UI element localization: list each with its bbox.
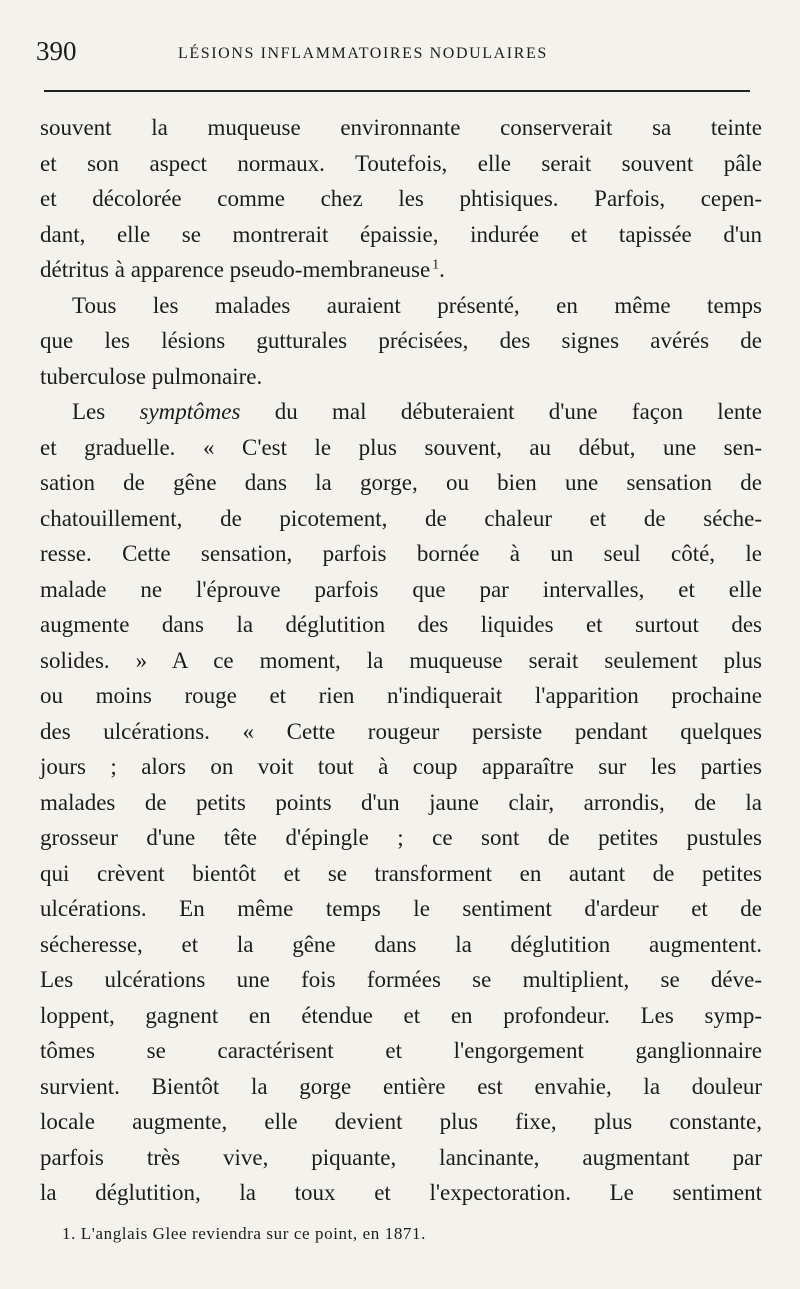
text-line: sation de gêne dans la gorge, ou bien une sensation de: [40, 470, 762, 495]
text-line: souvent la muqueuse environnante conserverait sa teinte: [40, 115, 762, 140]
text-line: [40, 394, 762, 430]
text-line: loppent, gagnent en étendue et en profondeur. Les symp-: [40, 1002, 762, 1028]
text-line: tômes se caractérisent et l'engorgement ganglionnaire: [40, 1038, 762, 1063]
text-line: solides. » A ce moment, la muqueuse serait seulement plus: [40, 647, 762, 673]
text-line-end: .: [439, 257, 445, 282]
text-line: que les lésions gutturales précisées, des signes avérés de: [40, 328, 762, 353]
body-text: [40, 110, 762, 1211]
page-number: 390: [36, 36, 77, 66]
footnote-marker: 1: [432, 257, 440, 273]
text-line: locale augmente, elle devient plus fixe, plus constante,: [40, 1109, 762, 1134]
text-line: et décolorée comme chez les phtisiques. Parfois, cepen-: [40, 186, 762, 211]
text-line: [40, 288, 762, 324]
text-line: jours ; alors on voit tout à coup apparaître sur les parties: [40, 754, 762, 779]
page-header: [36, 36, 756, 72]
text-line: parfois très vive, piquante, lancinante, augmentant par: [40, 1144, 762, 1170]
text-line: grosseur d'une tête d'épingle ; ce sont de petites pustules: [40, 825, 762, 850]
text-line: chatouillement, de picotement, de chaleur et de séche-: [40, 505, 762, 531]
text-line: resse. Cette sensation, parfois bornée à un seul côté, le: [40, 541, 762, 566]
footnote: 1. L'anglais Glee reviendra sur ce point, en 1871.: [62, 1224, 426, 1243]
header-rule: [44, 90, 750, 92]
text-line: et graduelle. « C'est le plus souvent, au début, une sen-: [40, 434, 762, 460]
text-line: la déglutition, la toux et l'expectoration. Le sentiment: [40, 1180, 762, 1205]
text-line: qui crèvent bientôt et se transforment en autant de petites: [40, 860, 762, 886]
text-word: Les: [72, 399, 106, 424]
text-line-content: du mal débuteraient d'une façon lente: [274, 399, 763, 424]
text-line: [40, 252, 762, 288]
running-title: LÉSIONS INFLAMMATOIRES NODULAIRES: [178, 45, 548, 62]
text-line: ou moins rouge et rien n'indiquerait l'apparition prochaine: [40, 683, 762, 708]
text-line: survient. Bientôt la gorge entière est envahie, la douleur: [40, 1073, 762, 1099]
text-line: tuberculose pulmonaire.: [40, 363, 263, 389]
italic-word: symptômes: [139, 399, 241, 424]
text-line: des ulcérations. « Cette rougeur persiste pendant quelques: [40, 718, 762, 744]
text-line: malades de petits points d'un jaune clair, arrondis, de la: [40, 789, 762, 815]
text-line-content: détritus à apparence pseudo-membraneuse: [40, 257, 431, 282]
text-line: et son aspect normaux. Toutefois, elle serait souvent pâle: [40, 150, 762, 176]
text-line: malade ne l'éprouve parfois que par intervalles, et elle: [40, 576, 762, 602]
text-line: Les ulcérations une fois formées se multiplient, se déve-: [40, 967, 762, 992]
text-line: augmente dans la déglutition des liquides et surtout des: [40, 612, 762, 637]
text-line: sécheresse, et la gêne dans la déglutition augmentent.: [40, 931, 762, 957]
text-line-content: Tous les malades auraient présenté, en même temps: [72, 292, 762, 318]
text-line: dant, elle se montrerait épaissie, indurée et tapissée d'un: [40, 221, 762, 247]
text-line: ulcérations. En même temps le sentiment d'ardeur et de: [40, 896, 762, 921]
